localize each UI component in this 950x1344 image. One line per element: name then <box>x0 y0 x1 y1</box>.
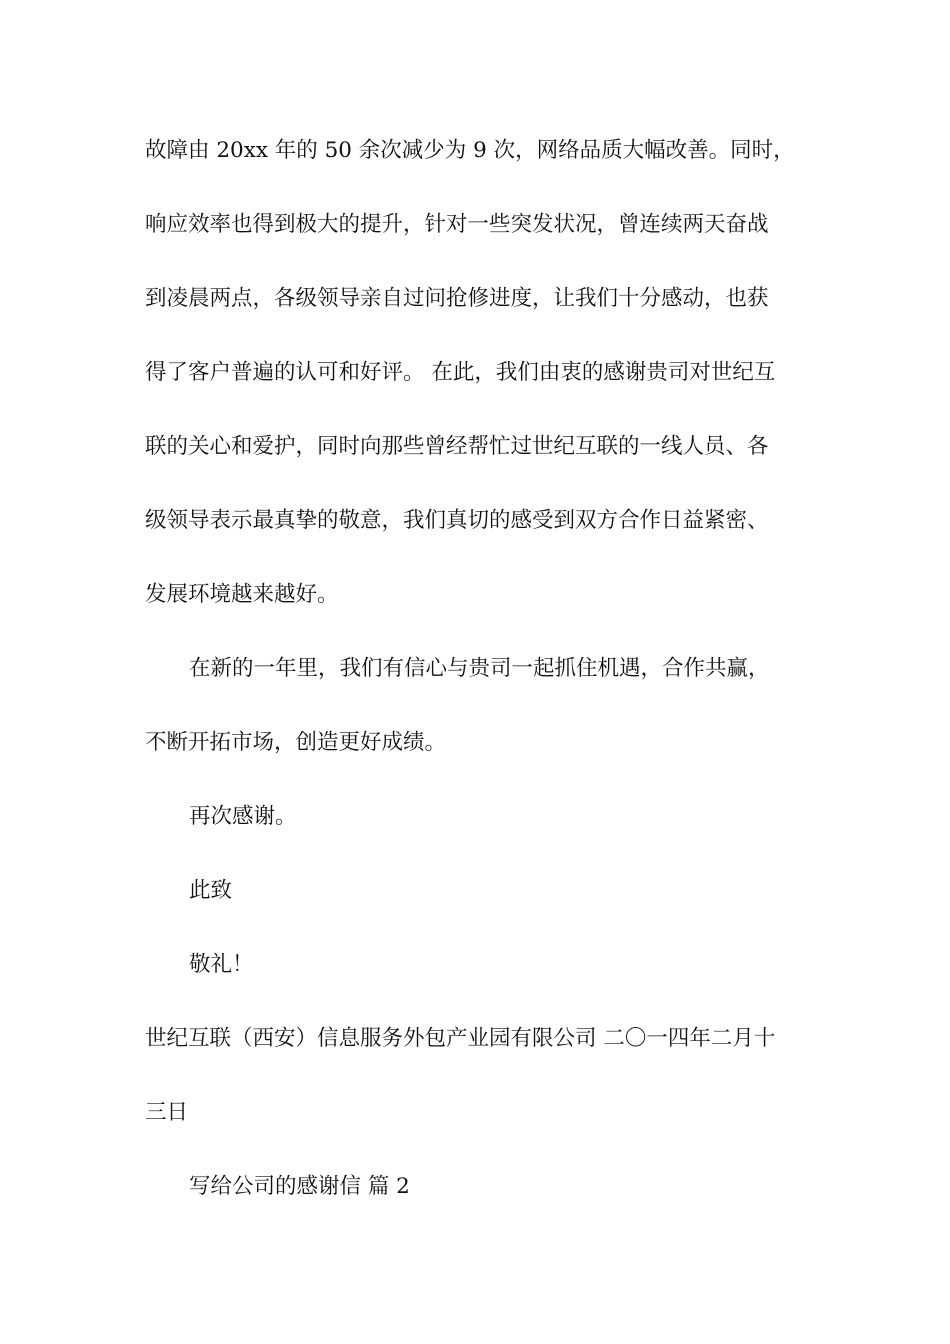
paragraph-2-line-1: 在新的一年里，我们有信心与贵司一起抓住机遇，合作共赢， <box>189 656 770 681</box>
signature-line-2: 三日 <box>145 1100 189 1125</box>
paragraph-2-line-2: 不断开拓市场，创造更好成绩。 <box>145 730 447 755</box>
paragraph-1-line-4: 得了客户普遍的认可和好评。 在此，我们由衷的感谢贵司对世纪互 <box>145 360 776 385</box>
closing-salutation: 此致 <box>189 878 233 903</box>
paragraph-1-line-3: 到凌晨两点，各级领导亲自过问抢修进度，让我们十分感动，也获 <box>145 286 769 311</box>
signature-line-1: 世纪互联（西安）信息服务外包产业园有限公司 二〇一四年二月十 <box>145 1026 776 1051</box>
paragraph-1-line-5: 联的关心和爱护，同时向那些曾经帮忙过世纪互联的一线人员、各 <box>145 434 769 459</box>
paragraph-1-line-1: 故障由 20xx 年的 50 余次减少为 9 次，网络品质大幅改善。同时， <box>145 138 795 163</box>
letter-body <box>145 114 815 1224</box>
paragraph-1-line-6: 级领导表示最真挚的敬意，我们真切的感受到双方合作日益紧密、 <box>145 508 769 533</box>
closing-regards: 敬礼！ <box>189 952 254 977</box>
paragraph-1-line-7: 发展环境越来越好。 <box>145 582 339 607</box>
next-section-title: 写给公司的感谢信 篇 2 <box>189 1174 410 1199</box>
thanks-again: 再次感谢。 <box>189 804 297 829</box>
paragraph-1-line-2: 响应效率也得到极大的提升，针对一些突发状况，曾连续两天奋战 <box>145 212 769 237</box>
